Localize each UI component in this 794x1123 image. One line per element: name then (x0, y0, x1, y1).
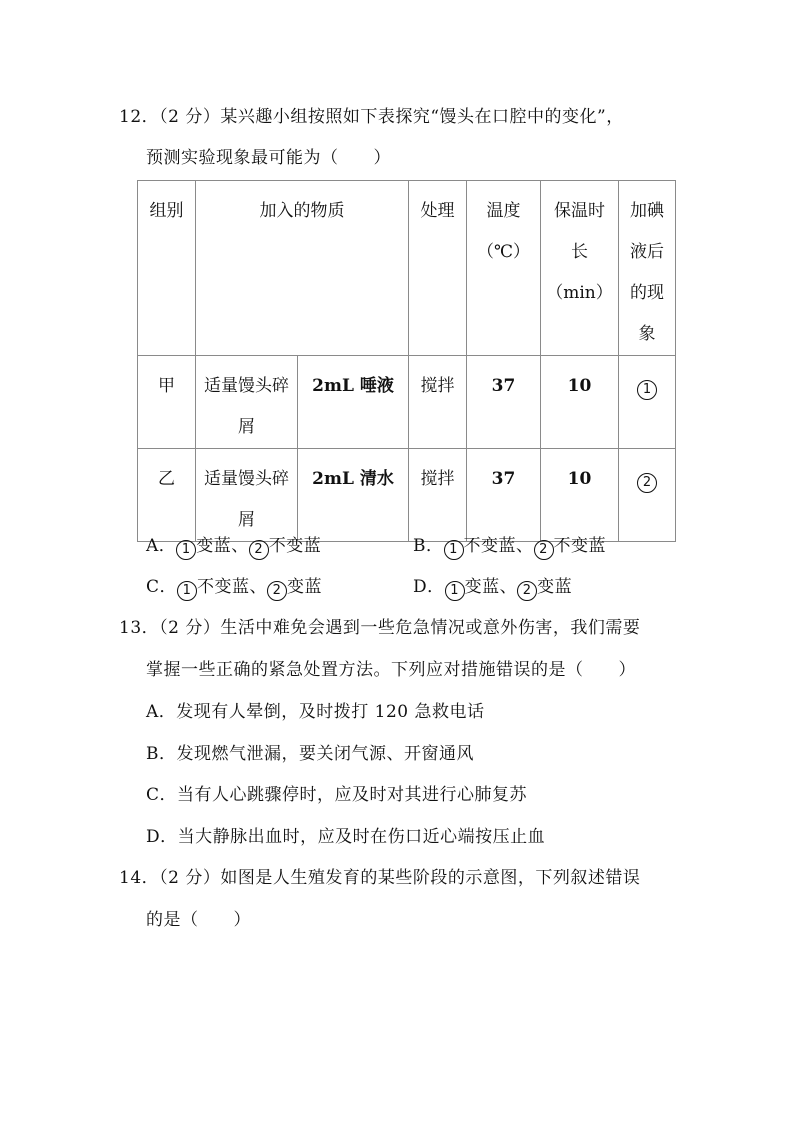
row-process: 搅拌 (409, 449, 467, 542)
circled-number-2: 2 (517, 581, 537, 601)
row-time: 10 (541, 449, 619, 542)
q13-option-a[interactable]: A．发现有人晕倒，及时拨打 120 急救电话 (146, 702, 485, 722)
q13-option-b[interactable]: B．发现燃气泄漏，要关闭气源、开窗通风 (146, 744, 474, 764)
q12-stem-line-1: 12．（2 分）某兴趣小组按照如下表探究“馒头在口腔中的变化”， (119, 107, 624, 127)
table-row (138, 356, 676, 449)
option-text-2: 变蓝 (287, 577, 323, 597)
row-food-a: 适量馒头碎 (204, 469, 289, 489)
q14-stem-line-2: 的是（ ） (146, 910, 251, 930)
header-time (541, 181, 619, 356)
row-liquid: 2mL 唾液 (298, 356, 409, 449)
row-temp: 37 (467, 356, 541, 449)
row-food (196, 449, 298, 542)
q12-option-b[interactable] (413, 535, 606, 560)
q12-experiment-table (137, 180, 676, 542)
row-temp: 37 (467, 449, 541, 542)
header-result-1: 加碘 (630, 201, 664, 221)
row-food (196, 356, 298, 449)
circled-number-2: 2 (249, 540, 269, 560)
circled-number-1: 1 (445, 581, 465, 601)
option-text-1: 变蓝、 (196, 536, 249, 556)
header-temperature-a: 温度 (486, 201, 521, 221)
circled-number-1: 1 (444, 540, 464, 560)
option-prefix: B． (413, 536, 444, 556)
row-result (619, 356, 676, 449)
circled-number-1: 1 (177, 581, 197, 601)
q12-stem-line-2: 预测实验现象最可能为（ ） (146, 148, 391, 168)
row-group: 乙 (138, 449, 196, 542)
row-food-b: 屑 (238, 510, 255, 530)
option-prefix: C． (146, 577, 178, 597)
circled-number-2: 2 (267, 581, 287, 601)
circled-number-2: 2 (534, 540, 554, 560)
row-process: 搅拌 (409, 356, 467, 449)
row-food-b: 屑 (238, 417, 255, 437)
row-result (619, 449, 676, 542)
circled-number-2: 2 (637, 473, 657, 493)
row-food-a: 适量馒头碎 (204, 376, 289, 396)
header-temperature (467, 181, 541, 356)
header-process: 处理 (409, 181, 467, 356)
header-result-2: 液后 (630, 242, 664, 262)
header-result-4: 象 (638, 324, 656, 344)
header-time-b: 长（min） (546, 242, 613, 303)
q13-option-c[interactable]: C．当有人心跳骤停时，应及时对其进行心肺复苏 (146, 785, 528, 805)
header-group: 组别 (138, 181, 196, 356)
option-text-2: 不变蓝 (268, 536, 322, 556)
option-prefix: D． (413, 577, 445, 597)
circled-number-1: 1 (637, 380, 657, 400)
q13-option-d[interactable]: D．当大静脉出血时，应及时在伤口近心端按压止血 (146, 827, 546, 847)
header-result (619, 181, 676, 356)
row-group: 甲 (138, 356, 196, 449)
option-text-1: 变蓝、 (464, 577, 518, 597)
q12-option-a[interactable] (146, 535, 321, 560)
row-liquid: 2mL 清水 (298, 449, 409, 542)
q13-stem-line-2: 掌握一些正确的紧急处置方法。下列应对措施错误的是（ ） (146, 660, 636, 680)
header-temperature-b: （℃） (476, 242, 531, 262)
table-row (138, 449, 676, 542)
option-text-1: 不变蓝、 (463, 536, 534, 556)
header-substance: 加入的物质 (196, 181, 409, 356)
option-text-2: 不变蓝 (553, 536, 606, 556)
q14-stem-line-1: 14．（2 分）如图是人生殖发育的某些阶段的示意图，下列叙述错误 (119, 868, 641, 888)
header-result-3: 的现 (630, 283, 664, 303)
q12-option-d[interactable] (413, 576, 572, 601)
q13-stem-line-1: 13．（2 分）生活中难免会遇到一些危急情况或意外伤害，我们需要 (119, 618, 641, 638)
option-text-1: 不变蓝、 (197, 577, 268, 597)
option-prefix: A． (146, 536, 177, 556)
row-time: 10 (541, 356, 619, 449)
header-time-a: 保温时 (554, 201, 605, 221)
q12-option-c[interactable] (146, 576, 322, 601)
circled-number-1: 1 (176, 540, 196, 560)
table-header-row (138, 181, 676, 356)
option-text-2: 变蓝 (537, 577, 573, 597)
